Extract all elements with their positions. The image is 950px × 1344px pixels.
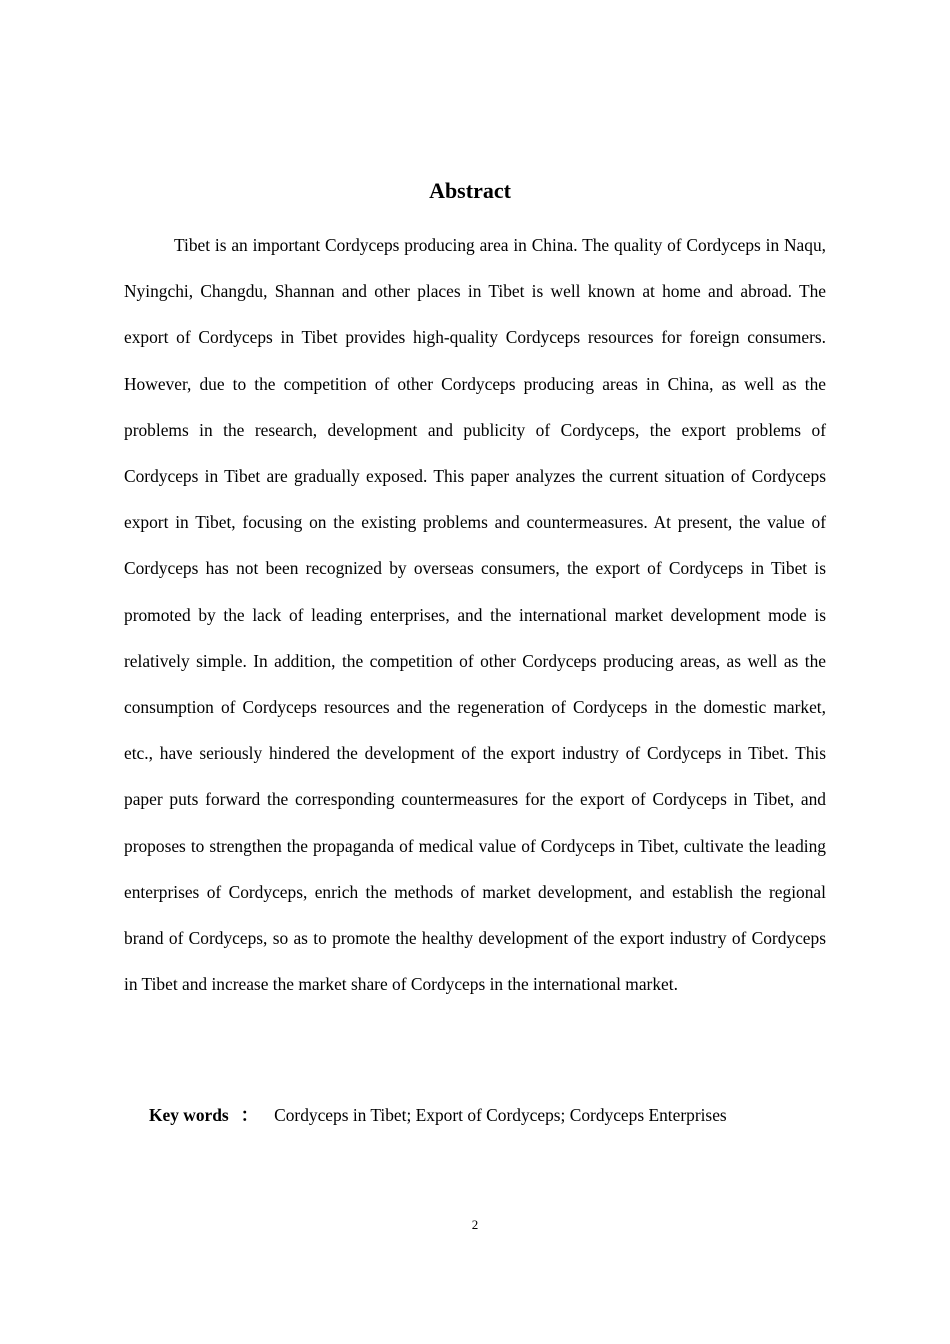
abstract-title: Abstract <box>429 178 511 203</box>
keywords-separator: ： <box>240 1105 259 1125</box>
keywords-label: Key words <box>149 1105 229 1125</box>
abstract-paragraph: Tibet is an important Cordyceps producing area in China. The quality of Cordyceps in Naqu, Nyingchi, Changdu, Shannan and other places in Tibet is well known at home and abroad. The export of Cordyceps in Tibet provides high-quality Cordyceps resources for foreign consumers. However, due to the competition of other Cordyceps producing areas in China, as well as the problems in the research, development and publicity of Cordyceps, the export problems of Cordyceps in Tibet are gradually exposed. This paper analyzes the current situation of Cordyceps export in Tibet, focusing on the existing problems and countermeasures. At present, the value of Cordyceps has not been recognized by overseas consumers, the export of Cordyceps in Tibet is promoted by the lack of leading enterprises, and the international market development mode is relatively simple. In addition, the competition of other Cordyceps producing areas, as well as the consumption of Cordyceps resources and the regeneration of Cordyceps in the domestic market, etc., have seriously hindered the development of the export industry of Cordyceps in Tibet. This paper puts forward the corresponding countermeasures for the export of Cordyceps in Tibet, and proposes to strengthen the propaganda of medical value of Cordyceps in Tibet, cultivate the leading enterprises of Cordyceps, enrich the methods of market development, and establish the regional brand of Cordyceps, so as to promote the healthy development of the export industry of Cordyceps in Tibet and increase the market share of Cordyceps in the international market. <box>124 235 826 995</box>
keywords-value: Cordyceps in Tibet; Export of Cordyceps; Cordyceps Enterprises <box>274 1105 727 1125</box>
keywords-line <box>149 1099 849 1131</box>
page-number: 2 <box>471 1217 479 1232</box>
